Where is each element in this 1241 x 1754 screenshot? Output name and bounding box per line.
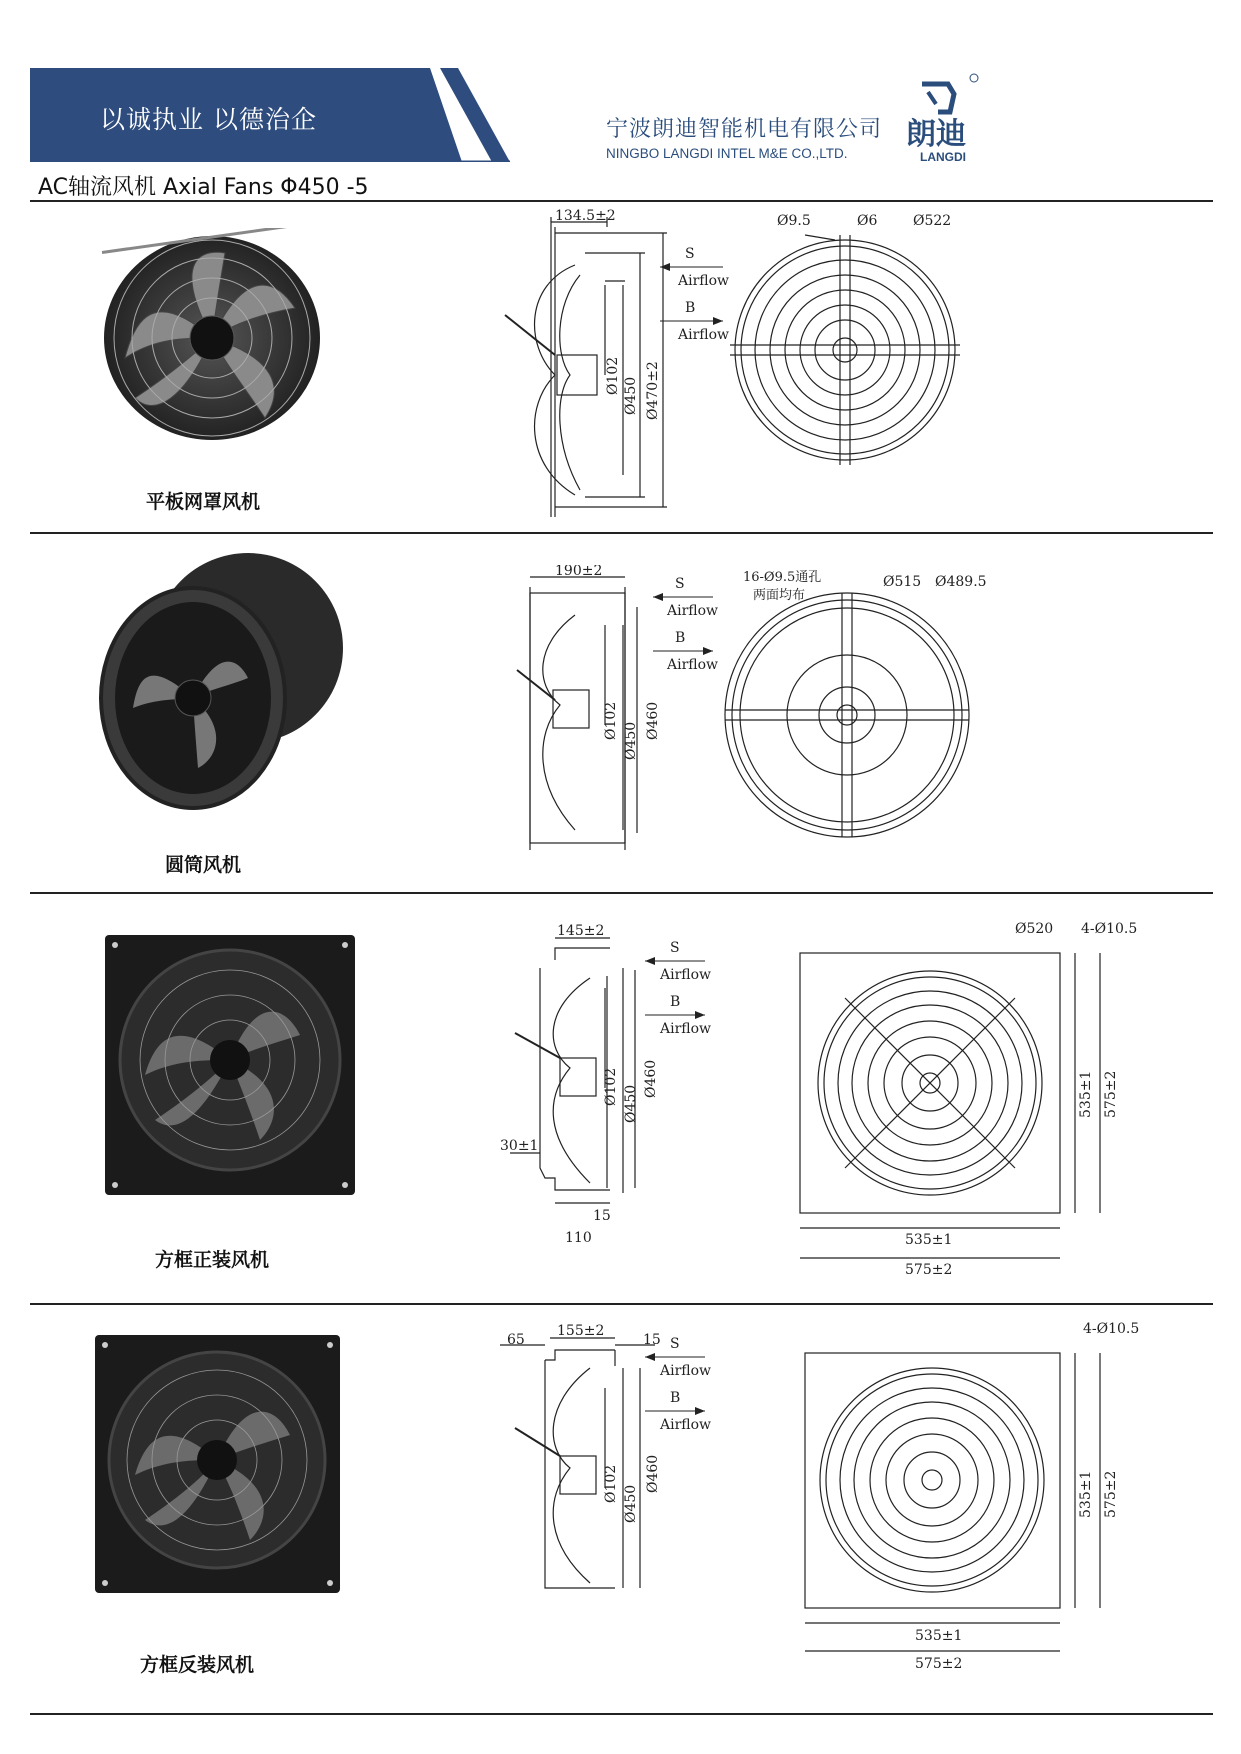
caption-cylinder-fan: 圆筒风机 [165, 854, 242, 876]
drawing-cylinder-fan [495, 565, 1215, 855]
caption-square-front-fan: 方框正装风机 [155, 1249, 270, 1271]
dim-frame: 575±2 [915, 1656, 963, 1672]
fan-photo-guard [95, 228, 330, 448]
dim-hole-spacing: 535±1 [915, 1628, 963, 1644]
fan-photo-cylinder [98, 548, 343, 813]
drawing-flat-guard-fan [495, 205, 1215, 525]
dim-hole-spacing-v: 535±1 [1078, 1070, 1094, 1118]
svg-text:Airflow: Airflow [660, 967, 712, 983]
dim-holes: 16-Ø9.5通孔 [743, 570, 822, 585]
divider [30, 892, 1213, 894]
svg-text:朗迪: 朗迪 [906, 117, 966, 152]
dim-outer: Ø470±2 [645, 361, 661, 420]
dim-blade: Ø450 [623, 1084, 639, 1123]
divider [30, 1713, 1213, 1715]
airflow-legend-1 [660, 246, 729, 343]
caption-flat-guard-fan: 平板网罩风机 [146, 491, 261, 513]
dim-hub: Ø102 [603, 1067, 619, 1106]
svg-text:Airflow: Airflow [667, 603, 719, 619]
caption-square-reverse-fan: 方框反装风机 [140, 1654, 255, 1676]
divider [30, 1303, 1213, 1305]
dim-guard: Ø520 [1015, 921, 1054, 937]
dim-frame: 575±2 [905, 1262, 953, 1278]
svg-text:S: S [670, 940, 680, 956]
dim-hole-spacing-v: 535±1 [1078, 1470, 1094, 1518]
divider [30, 200, 1213, 202]
dim-blade: Ø450 [623, 1484, 639, 1523]
dim-frame-v: 575±2 [1103, 1470, 1119, 1518]
dim-pcd: Ø489.5 [935, 574, 987, 590]
dim-base: 110 [565, 1230, 592, 1246]
svg-text:Airflow: Airflow [678, 327, 730, 343]
dim-hole-spacing: 535±1 [905, 1232, 953, 1248]
airflow-legend-2 [653, 576, 718, 673]
airflow-legend-4 [645, 1336, 711, 1433]
company-name-en: NINGBO LANGDI INTEL M&E CO.,LTD. [606, 146, 848, 161]
svg-text:B: B [685, 300, 696, 316]
dim-blade: Ø450 [623, 721, 639, 760]
svg-text:Airflow: Airflow [660, 1363, 712, 1379]
logo-en: LANGDI [920, 150, 966, 164]
dim-depth: 134.5±2 [555, 208, 616, 224]
dim-outer: Ø460 [643, 1059, 659, 1098]
airflow-legend-3 [645, 940, 711, 1037]
dim-blade: Ø450 [623, 376, 639, 415]
fan-photo-square-reverse [95, 1335, 340, 1593]
divider [30, 532, 1213, 534]
svg-text:Airflow: Airflow [667, 657, 719, 673]
dim-outer: Ø460 [645, 1454, 661, 1493]
dim-hub: Ø102 [605, 356, 621, 395]
dim-slot: Ø6 [857, 213, 878, 229]
drawing-square-reverse-fan [495, 1318, 1215, 1690]
dim-hub: Ø102 [603, 1464, 619, 1503]
svg-text:B: B [670, 994, 681, 1010]
svg-text:B: B [670, 1390, 681, 1406]
dim-hub: Ø102 [603, 701, 619, 740]
dim-hole: Ø9.5 [777, 213, 811, 229]
dim-depth: 145±2 [557, 923, 605, 939]
svg-text:Airflow: Airflow [678, 273, 730, 289]
drawing-square-front-fan [495, 918, 1215, 1293]
dim-lip: 15 [643, 1332, 661, 1348]
slogan: 以诚执业 以德治企 [100, 105, 317, 134]
svg-text:Airflow: Airflow [660, 1417, 712, 1433]
dim-front: 65 [507, 1332, 525, 1348]
dim-offset: 30±1 [500, 1138, 539, 1154]
svg-text:S: S [675, 576, 685, 592]
svg-text:S: S [685, 246, 695, 262]
document-title: AC轴流风机 Axial Fans Φ450 -5 [38, 175, 369, 200]
svg-text:B: B [675, 630, 686, 646]
dim-holes: 4-Ø10.5 [1081, 921, 1138, 937]
svg-text:S: S [670, 1336, 680, 1352]
dim-outer: Ø460 [645, 701, 661, 740]
dim-guard: Ø522 [913, 213, 952, 229]
svg-text:Airflow: Airflow [660, 1021, 712, 1037]
dim-flange: Ø515 [883, 574, 922, 590]
dim-lip: 15 [593, 1208, 611, 1224]
dim-holes: 4-Ø10.5 [1083, 1321, 1140, 1337]
dim-depth: 155±2 [557, 1323, 605, 1339]
dim-frame-v: 575±2 [1103, 1070, 1119, 1118]
dim-depth: 190±2 [555, 565, 603, 579]
fan-photo-square-front [105, 935, 355, 1195]
company-name-cn: 宁波朗迪智能机电有限公司 [606, 117, 883, 142]
dim-holes-note: 两面均布 [753, 588, 806, 603]
